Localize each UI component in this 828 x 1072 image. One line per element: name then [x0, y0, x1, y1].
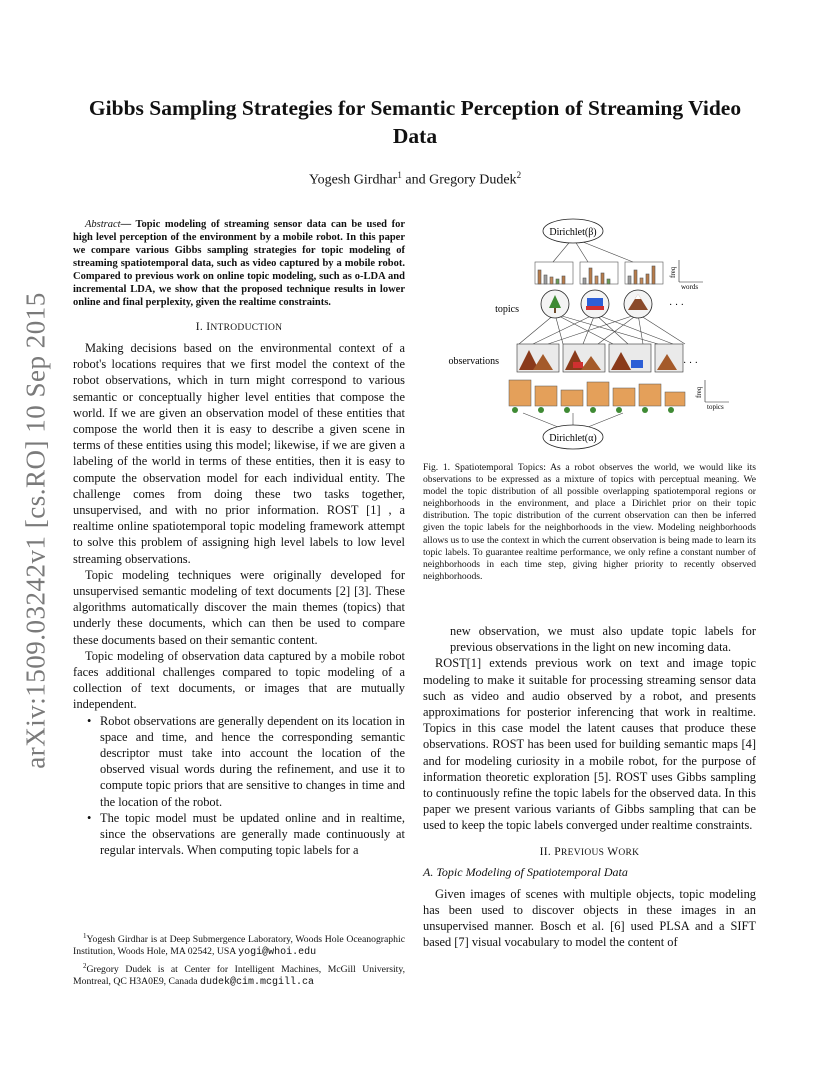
section-1-title-cap: I [206, 321, 211, 333]
section-1-heading [73, 321, 405, 333]
dirichlet-alpha-label: Dirichlet(α) [549, 433, 597, 444]
section-2-numeral: II. [539, 845, 552, 858]
freq-axis-label-2: freq [695, 386, 703, 398]
author-2-name: Gregory Dudek [429, 172, 517, 188]
previous-work-paragraph: Given images of scenes with multiple objects, topic modeling has been used to discover objects in these images in an unsupervised manner. Bosch et al. [6] used PLSA and a SIFT based [7] visual vocabulary to model the content of [423, 886, 756, 950]
author-1-name: Yogesh Girdhar [308, 172, 398, 188]
left-column [73, 218, 405, 859]
challenge-list [73, 713, 405, 859]
footnote-1 [73, 930, 405, 960]
dirichlet-alpha-node [543, 425, 603, 449]
subsection-2a-heading: A. Topic Modeling of Spatiotemporal Data [423, 864, 628, 879]
footnote-2 [73, 960, 405, 990]
section-2-rest-2: ORK [618, 847, 640, 858]
abstract-text: — Topic modeling of streaming sensor data can be used for high level perception of the environment by a mobile robot. In this paper we compare various Gibbs sampling strategies for topic modeling of streaming spatiotemporal data, such as video captured by a mobile robot. Compared to previous work on online topic modeling, such as o-LDA and incremental LDA, we show that the proposed technique results in lower online and final perplexity, given the realtime constraints. [73, 219, 405, 308]
dirichlet-beta-label: Dirichlet(β) [549, 227, 597, 238]
footnote-2-text: Gregory Dudek is at Center for Intelligent Machines, McGill University, Montreal, QC H3A0E9, Canada [73, 963, 405, 988]
author-line [70, 170, 760, 189]
topics-row-label: topics [495, 304, 519, 315]
word-axis-legend [679, 260, 703, 282]
abstract-lead: Abstract [85, 219, 121, 230]
bullet-glyph: • [87, 713, 92, 728]
footnote-1-text: Yogesh Girdhar is at Deep Submergence Laboratory, Woods Hole Oceanographic Institution, Woods Hole, MA 02542, USA [73, 934, 405, 958]
footnote-2-email: dudek@cim.mcgill.ca [200, 977, 315, 989]
neighborhood-tree-icons [512, 407, 674, 413]
words-axis-label: words [681, 283, 699, 291]
section-2-cap-2: W [607, 845, 619, 858]
right-column-body [423, 623, 756, 950]
list-item-text: Robot observations are generally dependent on its location in space and time, and hence the corresponding semantic descriptor must take into account the location of the observed visual words during the refinement, and use it to compute topic priors that are sensitive to changes in time and the location of the robot. [100, 713, 405, 809]
list-item [73, 713, 405, 810]
footnote-1-email: yogi@whoi.edu [238, 947, 317, 959]
observations-ellipsis: · · · [683, 358, 698, 369]
freq-axis-label: freq [669, 266, 677, 278]
author-conjunction: and [405, 172, 426, 188]
dirichlet-beta-node [543, 219, 603, 243]
topic-nodes [541, 290, 652, 318]
paper-title: Gibbs Sampling Strategies for Semantic Perception of Streaming Video Data [88, 96, 742, 148]
bullet-glyph: • [87, 810, 92, 825]
topic-axis-legend [705, 380, 729, 402]
section-1-title-rest: NTRODUCTION [210, 323, 283, 333]
topics-ellipsis: · · · [669, 300, 684, 311]
footnote-1-mark: 1 [83, 932, 87, 940]
section-2-rest-1: REVIOUS [560, 847, 605, 858]
intro-paragraph-1: Making decisions based on the environmental context of a robot's locations requires that we first model the context of the robot observations, which in turn might correspond to various semantic or conceptually higher level entities that compose the world. If we are given an observation model of these entities that compose the world then it is easy to describe a given scene in terms of these entities using this model; likewise, if we are given a labeling of the world in terms of these entities, then it is easy to compute the observation model for each individual entity. The challenge comes from doing these two tasks together, unsupervised, and with no prior information. ROST [1] , a realtime online spatiotemporal topic modeling framework attempt to solve this problem of assigning high level labels to low level streaming observations. [73, 341, 405, 566]
intro-paragraph-2: Topic modeling techniques were originally developed for unsupervised semantic modeling of text documents [2] [3]. These algorithms automatically discover the main themes (topics) that underly these documents, which can then be used to compare these documents based on their semantic content. [73, 567, 405, 647]
author-2-affil-mark: 2 [516, 170, 522, 180]
section-1-numeral: I. [195, 321, 204, 333]
topic-word-distributions [535, 262, 663, 284]
figure-1-caption: Fig. 1. Spatiotemporal Topics: As a robot observes the world, we would like its observations to be expressed as a mixture of topics with perceptual meaning. We model the topic distribution of all possible overlapping spatiotemporal regions or neighborhoods in the environment, and place a Dirichlet prior on their topic distribution. The topic distribution of the current observation can then be inferred given the topic labels for the neighborhoods in the view. Modeling neighborhoods allows us to use the context in which the current observation is being made to learn its topic labels. To guarantee realtime performance, we only refine a constant number of neighborhoods in each time step, giving higher priority to recently observed neighborhoods. [423, 462, 756, 582]
figure-1 [423, 218, 756, 454]
observation-frames [517, 344, 683, 372]
bullet-continuation: new observation, we must also update topic labels for previous observations in the light on new incoming data. [450, 623, 756, 655]
neighborhood-topic-histograms [509, 380, 685, 406]
intro-paragraph-3: Topic modeling of observation data captured by a mobile robot faces additional challenges compared to topic modeling of a collection of text documents, or images that are mutually independent. [73, 648, 405, 712]
arxiv-id-text: arXiv:1509.03242v1 [cs.RO] 10 Sep 2015 [20, 291, 51, 769]
right-column [423, 218, 756, 950]
list-item-text: The topic model must be updated online and in realtime, since the observations are generally made continuously at regular intervals. When computing topic labels for a [100, 810, 405, 858]
topic-model-diagram [423, 218, 756, 454]
section-2-cap-1: P [554, 845, 561, 858]
footnote-2-mark: 2 [83, 961, 87, 970]
abstract [73, 218, 405, 309]
list-item [73, 810, 405, 859]
author-1-affil-mark: 1 [397, 170, 402, 180]
topics-axis-label: topics [707, 403, 724, 411]
rost-paragraph: ROST[1] extends previous work on text and image topic modeling to make it suitable for processing streaming sensor data such as video and audio observed by a robot, and presents approximations for posterior inferencing that work in realtime. Topics in this case model the latent causes that produce these observations. ROST has been used for building semantic maps [4] and for modeling curiosity in a mobile robot, for the purpose of information theoretic exploration [5]. ROST uses Gibbs sampling to continuously refine the topic labels for the observed data. In this paper we present various variants of Gibbs sampling that can be used to keep the topic labels converged under realtime constraints. [423, 656, 756, 833]
observations-row-label: observations [448, 356, 499, 367]
section-2-heading [423, 846, 756, 858]
arxiv-identifier [10, 260, 62, 800]
footnotes [73, 930, 405, 989]
